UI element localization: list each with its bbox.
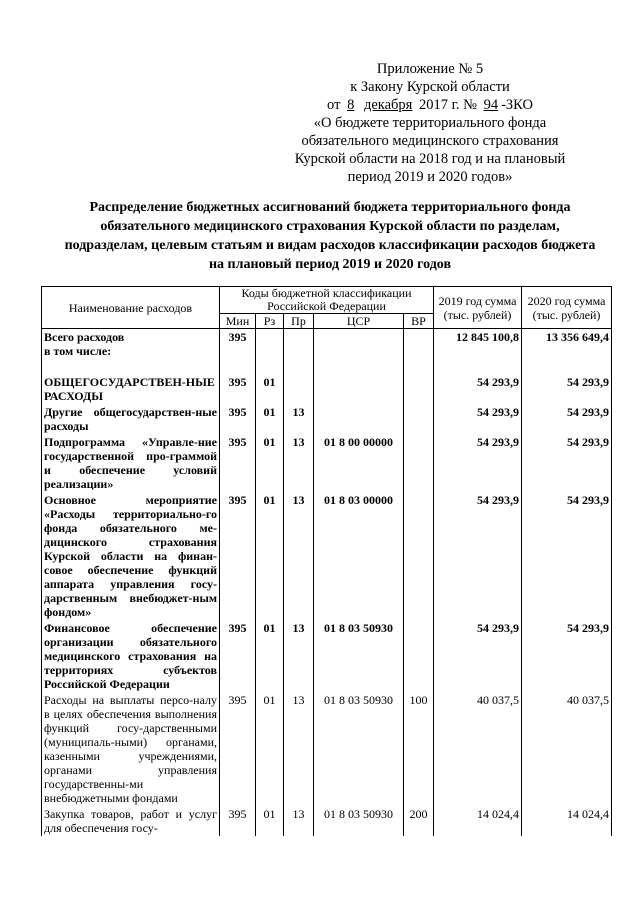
header-csr: ЦСР — [314, 314, 404, 329]
cell-vr — [404, 492, 434, 620]
appendix-line6: Курской области на 2018 год и на плановый — [294, 151, 566, 167]
row-name: Подпрограмма «Управле-ние государственной про-граммой и обеспечение условий реализации» — [42, 434, 220, 492]
date-prefix: от — [327, 97, 341, 113]
cell-2019: 54 293,9 — [434, 620, 522, 692]
cell-2020: 54 293,9 — [522, 620, 612, 692]
law-suffix: -ЗКО — [501, 97, 533, 113]
appendix-header — [270, 60, 590, 186]
cell-min: 395 — [220, 404, 256, 434]
date-day: 8 — [347, 97, 355, 113]
table-row — [42, 329, 612, 375]
law-number: 94 — [483, 97, 499, 113]
header-pr: Пр — [284, 314, 314, 329]
row-name: Расходы на выплаты персо-налу в целях обеспечения выполнения функций госу-дарственными (муниципаль-ными) органами, казенными учреждениями, органами управления государственны-ми внебюджетными фондами — [42, 692, 220, 806]
date-month: декабря — [363, 97, 413, 113]
table-row — [42, 692, 612, 806]
cell-csr: 01 8 00 00000 — [314, 434, 404, 492]
cell-rz: 01 — [256, 692, 284, 806]
appendix-line4: «О бюджете территориального фонда — [313, 115, 547, 131]
cell-pr — [284, 329, 314, 375]
cell-pr: 13 — [284, 692, 314, 806]
cell-2020: 54 293,9 — [522, 434, 612, 492]
header-vr: ВР — [404, 314, 434, 329]
table-row — [42, 434, 612, 492]
cell-vr — [404, 374, 434, 404]
row-subtitle: в том числе: — [44, 344, 112, 358]
cell-pr: 13 — [284, 434, 314, 492]
cell-rz: 01 — [256, 492, 284, 620]
cell-2020: 54 293,9 — [522, 374, 612, 404]
cell-vr: 100 — [404, 692, 434, 806]
cell-csr — [314, 329, 404, 375]
cell-rz: 01 — [256, 374, 284, 404]
cell-2019: 54 293,9 — [434, 492, 522, 620]
cell-2019: 40 037,5 — [434, 692, 522, 806]
cell-csr: 01 8 03 50930 — [314, 806, 404, 836]
cell-min: 395 — [220, 806, 256, 836]
table-row — [42, 374, 612, 404]
cell-2020: 13 356 649,4 — [522, 329, 612, 375]
document-title: Распределение бюджетных ассигнований бюджета территориального фонда обязательного медицинского страхования Курской области по разделам, подразделам, целевым статьям и видам расходов классификации расходов бюджета на плановый период 2019 и 2020 годов — [64, 200, 596, 272]
appendix-line7: период 2019 и 2020 годов» — [347, 169, 513, 185]
cell-2020: 54 293,9 — [522, 404, 612, 434]
cell-csr: 01 8 03 50930 — [314, 620, 404, 692]
cell-2020: 40 037,5 — [522, 692, 612, 806]
cell-min: 395 — [220, 434, 256, 492]
cell-min: 395 — [220, 374, 256, 404]
header-name: Наименование расходов — [42, 287, 220, 329]
appendix-number: Приложение № 5 — [376, 61, 484, 77]
appendix-date-line — [270, 96, 590, 114]
row-name: Основное мероприятие «Расходы территориально-го фонда обязательного ме-дицинского страхования Курской области на финан-совое обеспечение функций аппарата управления госу-дарственным внебюджет-ным фондом» — [42, 492, 220, 620]
row-name: Другие общегосударствен-ные расходы — [42, 404, 220, 434]
date-year: 2017 г. № — [418, 97, 477, 113]
cell-vr — [404, 620, 434, 692]
cell-csr — [314, 404, 404, 434]
cell-pr — [284, 374, 314, 404]
cell-2019: 14 024,4 — [434, 806, 522, 836]
appendix-law: к Закону Курской области — [350, 79, 510, 95]
header-rz: Рз — [256, 314, 284, 329]
row-name: Закупка товаров, работ и услуг для обеспечения госу- — [42, 806, 220, 836]
cell-pr: 13 — [284, 492, 314, 620]
cell-min: 395 — [220, 692, 256, 806]
cell-vr — [404, 404, 434, 434]
cell-csr — [314, 374, 404, 404]
cell-min: 395 — [220, 620, 256, 692]
cell-rz: 01 — [256, 434, 284, 492]
cell-min: 395 — [220, 492, 256, 620]
header-min: Мин — [220, 314, 256, 329]
table-row — [42, 492, 612, 620]
header-2019: 2019 год сумма (тыс. рублей) — [434, 287, 522, 329]
cell-csr: 01 8 03 00000 — [314, 492, 404, 620]
cell-2020: 54 293,9 — [522, 492, 612, 620]
header-2020: 2020 год сумма (тыс. рублей) — [522, 287, 612, 329]
cell-rz — [256, 329, 284, 375]
table-row — [42, 620, 612, 692]
cell-vr — [404, 329, 434, 375]
row-name: ОБЩЕГОСУДАРСТВЕН-НЫЕ РАСХОДЫ — [42, 374, 220, 404]
budget-table — [41, 286, 612, 836]
appendix-line5: обязательного медицинского страхования — [301, 133, 559, 149]
row-name: Всего расходов в том числе: — [42, 329, 220, 375]
cell-rz: 01 — [256, 620, 284, 692]
cell-2020: 14 024,4 — [522, 806, 612, 836]
cell-2019: 54 293,9 — [434, 434, 522, 492]
cell-pr: 13 — [284, 806, 314, 836]
table-row — [42, 806, 612, 836]
cell-2019: 54 293,9 — [434, 404, 522, 434]
cell-pr: 13 — [284, 404, 314, 434]
cell-2019: 54 293,9 — [434, 374, 522, 404]
cell-rz: 01 — [256, 404, 284, 434]
cell-rz: 01 — [256, 806, 284, 836]
cell-min: 395 — [220, 329, 256, 375]
header-codes: Коды бюджетной классификации Российской Федерации — [220, 287, 434, 314]
cell-vr — [404, 434, 434, 492]
cell-2019: 12 845 100,8 — [434, 329, 522, 375]
row-name: Финансовое обеспечение организации обязательного медицинского страхования на территориях субъектов Российской Федерации — [42, 620, 220, 692]
table-row — [42, 404, 612, 434]
cell-csr: 01 8 03 50930 — [314, 692, 404, 806]
cell-pr: 13 — [284, 620, 314, 692]
cell-vr: 200 — [404, 806, 434, 836]
